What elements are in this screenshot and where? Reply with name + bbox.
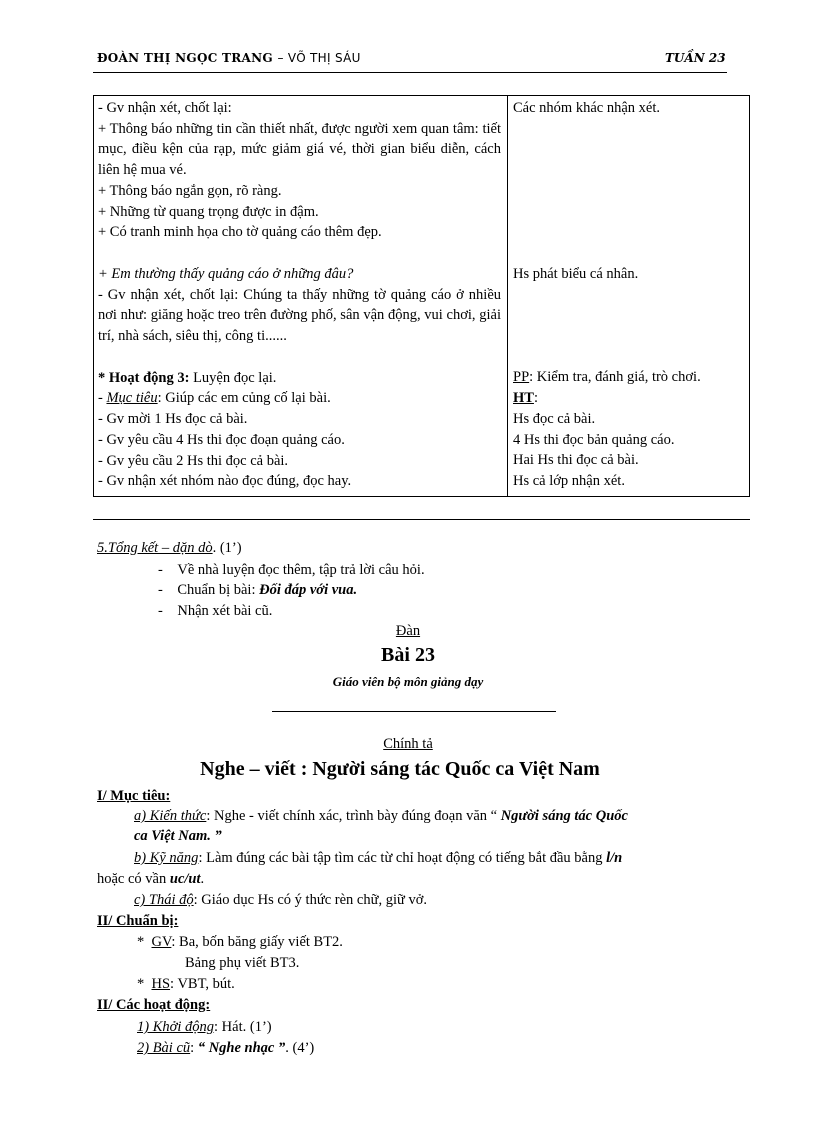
right-line-2: Hs phát biểu cá nhân. (513, 265, 639, 282)
hs-label: HS (151, 976, 171, 992)
music-note: Giáo viên bộ môn giảng dạy (332, 674, 484, 689)
skill-label: b) Kỹ năng (134, 850, 199, 866)
school-name: – VÕ THỊ SÁU (277, 51, 361, 65)
hs-text: : VBT, bút. (170, 976, 235, 992)
skill-text: : Làm đúng các bài tập tìm các từ chỉ hoạt động có tiếng bắt đầu bằng (198, 850, 607, 866)
summary-item-1: - Về nhà luyện đọc thêm, tập trả lời câu hỏi. (158, 562, 425, 578)
question-text: + Em thường thấy quảng cáo ở những đâu? (98, 265, 354, 282)
activity3-title (98, 368, 501, 389)
goal-text: : Giúp các em củng cố lại bài. (157, 390, 331, 407)
left-line-1: - Gv nhận xét, chốt lại: (98, 100, 232, 116)
attitude-text: : Giáo dục Hs có ý thức rèn chữ, giữ vở. (193, 892, 427, 908)
attitude-label: c) Thái độ (134, 892, 194, 908)
step-4: - Gv nhận xét nhóm nào đọc đúng, đọc hay. (98, 473, 352, 490)
right-step-1: Hs đọc cả bài. (513, 410, 596, 427)
week-label: TUẦN 23 (665, 51, 726, 65)
ht-line (513, 388, 745, 409)
gv-label: GV (151, 934, 172, 950)
summary-time: . (1’) (212, 540, 242, 556)
goals-heading: I/ Mục tiêu: (97, 788, 171, 804)
right-step-4: Hs cả lớp nhận xét. (513, 472, 625, 489)
summary-item-1-text: Về nhà luyện đọc thêm, tập trả lời câu hỏi. (177, 562, 425, 578)
left-line-3: + Thông báo ngắn gọn, rõ ràng. (98, 182, 282, 199)
ht-label: HT (513, 390, 534, 407)
knowledge-line (134, 806, 628, 826)
skill-line-2 (97, 869, 204, 889)
summary-item-3-text: Nhận xét bài cũ. (177, 603, 273, 619)
left-line-5: + Có tranh minh họa cho tờ quảng cáo thêm đẹp. (98, 224, 382, 241)
student-column (508, 96, 750, 497)
skill-end: . (200, 871, 205, 887)
activity3-goal: - Mục tiêu: Giúp các em củng cố lại bài. (98, 390, 331, 407)
knowledge-title-1: Người sáng tác Quốc (500, 808, 628, 824)
activity-2: 2) Bài cũ: “ Nghe nhạc ”. (4’) (137, 1040, 315, 1056)
summary-label: 5.Tổng kết – dặn dò (97, 540, 213, 556)
left-line-2: + Thông báo những tin cần thiết nhất, được người xem quan tâm: tiết mục, điều kện của rạp, mức giảm giá vé, thời gian biểu diễn, cách liên hệ mua vé. (98, 120, 501, 179)
activity-2-label: 2) Bài cũ (137, 1040, 191, 1056)
right-step-3: Hai Hs thi đọc cả bài. (513, 452, 639, 469)
summary-item-2-text: Chuẩn bị bài: (177, 582, 260, 598)
spelling-title: Nghe – viết : Người sáng tác Quốc ca Việt Nam (200, 758, 600, 780)
summary-item-2: - Chuẩn bị bài: Đối đáp với vua. (158, 582, 358, 598)
skill-line (134, 848, 622, 868)
activity3-title-rest: Luyện đọc lại. (189, 369, 277, 386)
goal-label: Mục tiêu (106, 390, 158, 407)
step-2: - Gv yêu cầu 4 Hs thi đọc đoạn quảng cáo. (98, 431, 345, 448)
gv-line-2: Bảng phụ viết BT3. (185, 955, 300, 971)
spelling-subject: Chính tả (383, 736, 433, 752)
activity3-label: * Hoạt động 3: (98, 369, 190, 386)
prep-heading: II/ Chuẩn bị: (97, 913, 179, 929)
step-3: - Gv yêu cầu 2 Hs thi đọc cả bài. (98, 452, 289, 469)
skill-bold-1: l/n (606, 850, 623, 866)
activity-2-title: “ Nghe nhạc ” (197, 1040, 286, 1056)
attitude-line (134, 890, 427, 910)
table-bottom-rule (93, 519, 750, 520)
summary-heading (97, 538, 242, 558)
pp-text: : Kiểm tra, đánh giá, trò chơi. (529, 369, 701, 386)
left-line-4: + Những từ quang trọng được in đậm. (98, 203, 319, 220)
activity-1 (137, 1017, 272, 1037)
hs-line: * HS: VBT, bút. (137, 976, 235, 992)
gv-text: : Ba, bốn băng giấy viết BT2. (171, 934, 343, 950)
activity-2-text: . (4’) (285, 1040, 315, 1056)
header-teacher (97, 51, 361, 65)
section-divider (272, 711, 556, 712)
gv-line: * GV: Ba, bốn băng giấy viết BT2. (137, 934, 343, 950)
music-subject: Đàn (395, 623, 421, 639)
knowledge-text: : Nghe - viết chính xác, trình bày đúng đoạn văn “ (206, 808, 501, 824)
teacher-name: ĐOÀN THỊ NGỌC TRANG (97, 51, 273, 65)
teacher-column (94, 96, 508, 497)
step-1: - Gv mời 1 Hs đọc cả bài. (98, 411, 248, 428)
pp-line (513, 367, 745, 388)
header-divider (93, 72, 727, 73)
ht-text: : (533, 390, 538, 407)
activity-1-text: : Hát. (1’) (214, 1019, 272, 1035)
music-lesson: Bài 23 (381, 644, 435, 666)
summary-item-3: - Nhận xét bài cũ. (158, 603, 273, 619)
answer-text: - Gv nhận xét, chốt lại: Chúng ta thấy những tờ quảng cáo ở nhiều nơi như: giăng hoặc treo trên đường phố, sân vận động, vui chơi, giải trí, nhà sách, siêu thị, công ti...... (98, 286, 501, 345)
knowledge-label: a) Kiến thức (134, 808, 207, 824)
prep-lesson-title: Đối đáp với vua. (259, 582, 358, 598)
knowledge-title-2: ca Việt Nam. ” (134, 828, 222, 844)
skill-bold-2: uc/ut (169, 871, 201, 887)
right-step-2: 4 Hs thi đọc bản quảng cáo. (513, 431, 675, 448)
pp-label: PP (513, 369, 530, 386)
activities-heading: II/ Các hoạt động: (97, 997, 211, 1013)
lesson-table (93, 95, 750, 497)
activity-1-label: 1) Khởi động (137, 1019, 215, 1035)
right-line-1: Các nhóm khác nhận xét. (513, 100, 660, 116)
skill-text-2: hoặc có vần (97, 871, 170, 887)
